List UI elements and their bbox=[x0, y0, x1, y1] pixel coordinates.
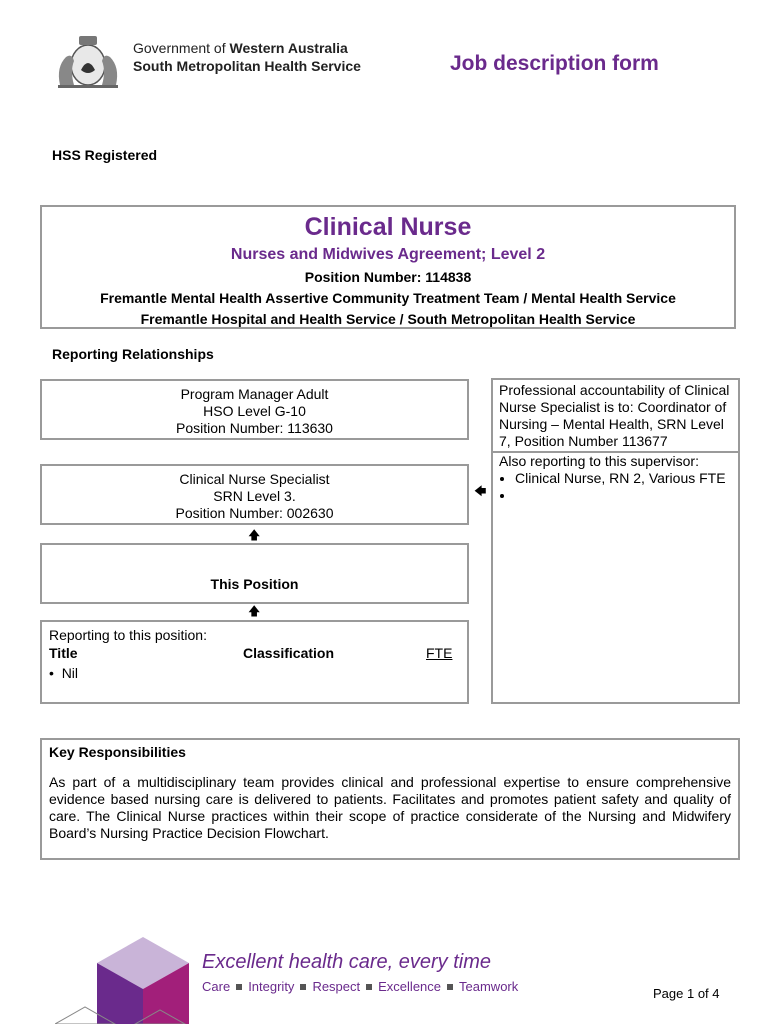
direct-reports-header bbox=[49, 644, 460, 664]
slogan: Excellent health care, every time bbox=[202, 951, 492, 973]
direct-reports-label: Reporting to this position: bbox=[49, 627, 207, 643]
direct-reports-box bbox=[40, 620, 469, 704]
also-reporting-list bbox=[499, 470, 732, 504]
manager-box bbox=[40, 379, 469, 440]
key-responsibilities-box bbox=[40, 738, 740, 860]
position-site: Fremantle Hospital and Health Service / South Metropolitan Health Service bbox=[140, 311, 636, 327]
supervisor-level: SRN Level 3. bbox=[213, 488, 296, 504]
supervisor-title: Clinical Nurse Specialist bbox=[179, 471, 330, 487]
column-title: Title bbox=[49, 645, 78, 661]
position-number: Position Number: 114838 bbox=[304, 269, 472, 285]
manager-position-number: Position Number: 113630 bbox=[176, 420, 333, 436]
position-agreement: Nurses and Midwives Agreement; Level 2 bbox=[230, 246, 546, 263]
column-fte: FTE bbox=[426, 645, 453, 661]
arrow-up-icon: 🡅 bbox=[248, 528, 261, 542]
also-reporting-label: Also reporting to this supervisor: bbox=[499, 453, 699, 469]
values-list bbox=[202, 979, 518, 994]
value-care: Care bbox=[202, 979, 231, 994]
page-number: Page 1 of 4 bbox=[653, 986, 720, 1001]
supervisor-position-number: Position Number: 002630 bbox=[175, 505, 334, 521]
org-state: Western Australia bbox=[229, 40, 348, 56]
value-respect: Respect bbox=[312, 979, 361, 994]
list-item: • Clinical Nurse, RN 2, Various FTE bbox=[515, 470, 732, 487]
manager-level: HSO Level G-10 bbox=[203, 403, 306, 419]
position-header-box bbox=[40, 205, 736, 329]
this-position-box bbox=[40, 543, 469, 604]
arrow-up-icon: 🡅 bbox=[248, 604, 261, 618]
supervisor-box bbox=[40, 464, 469, 525]
position-unit: Fremantle Mental Health Assertive Community Treatment Team / Mental Health Service bbox=[100, 290, 676, 306]
org-prefix: Government of bbox=[133, 40, 230, 56]
position-title: Clinical Nurse bbox=[304, 213, 472, 241]
reporting-heading: Reporting Relationships bbox=[52, 346, 214, 362]
professional-accountability-text: Professional accountability of Clinical Nurse Specialist is to: Coordinator of Nursing – Mental Health, SRN Level 7, Position Number 113677 bbox=[499, 382, 730, 449]
registration-status: HSS Registered bbox=[52, 147, 158, 163]
key-responsibilities-text: As part of a multidisciplinary team provides clinical and professional expertise to ensure comprehensive evidence based nursing care is delivered to patients. Facilitates and promotes patient safety and quality of care. The Clinical Nurse practices within their scope of practice considerate of the Nursing and Midwifery Board’s Nursing Practice Decision Flowchart. bbox=[49, 774, 731, 841]
direct-report-name: Nil bbox=[61, 665, 79, 681]
form-title: Job description form bbox=[450, 52, 659, 75]
health-service-cube-logo bbox=[55, 935, 195, 1024]
value-excellence: Excellence bbox=[378, 979, 442, 994]
org-service: South Metropolitan Health Service bbox=[133, 58, 361, 74]
value-teamwork: Teamwork bbox=[459, 979, 519, 994]
arrow-left-icon: 🡄 bbox=[474, 484, 487, 498]
list-item: • Nil bbox=[49, 665, 79, 681]
value-integrity: Integrity bbox=[248, 979, 295, 994]
manager-title: Program Manager Adult bbox=[180, 386, 329, 402]
column-classification: Classification bbox=[243, 645, 335, 661]
wa-government-logo bbox=[48, 30, 378, 92]
key-responsibilities-heading: Key Responsibilities bbox=[49, 744, 186, 760]
this-position-label: This Position bbox=[210, 576, 299, 592]
org-name-line bbox=[133, 40, 348, 56]
list-item bbox=[515, 487, 732, 504]
coat-of-arms-icon bbox=[48, 30, 128, 90]
professional-accountability-box bbox=[491, 378, 740, 704]
